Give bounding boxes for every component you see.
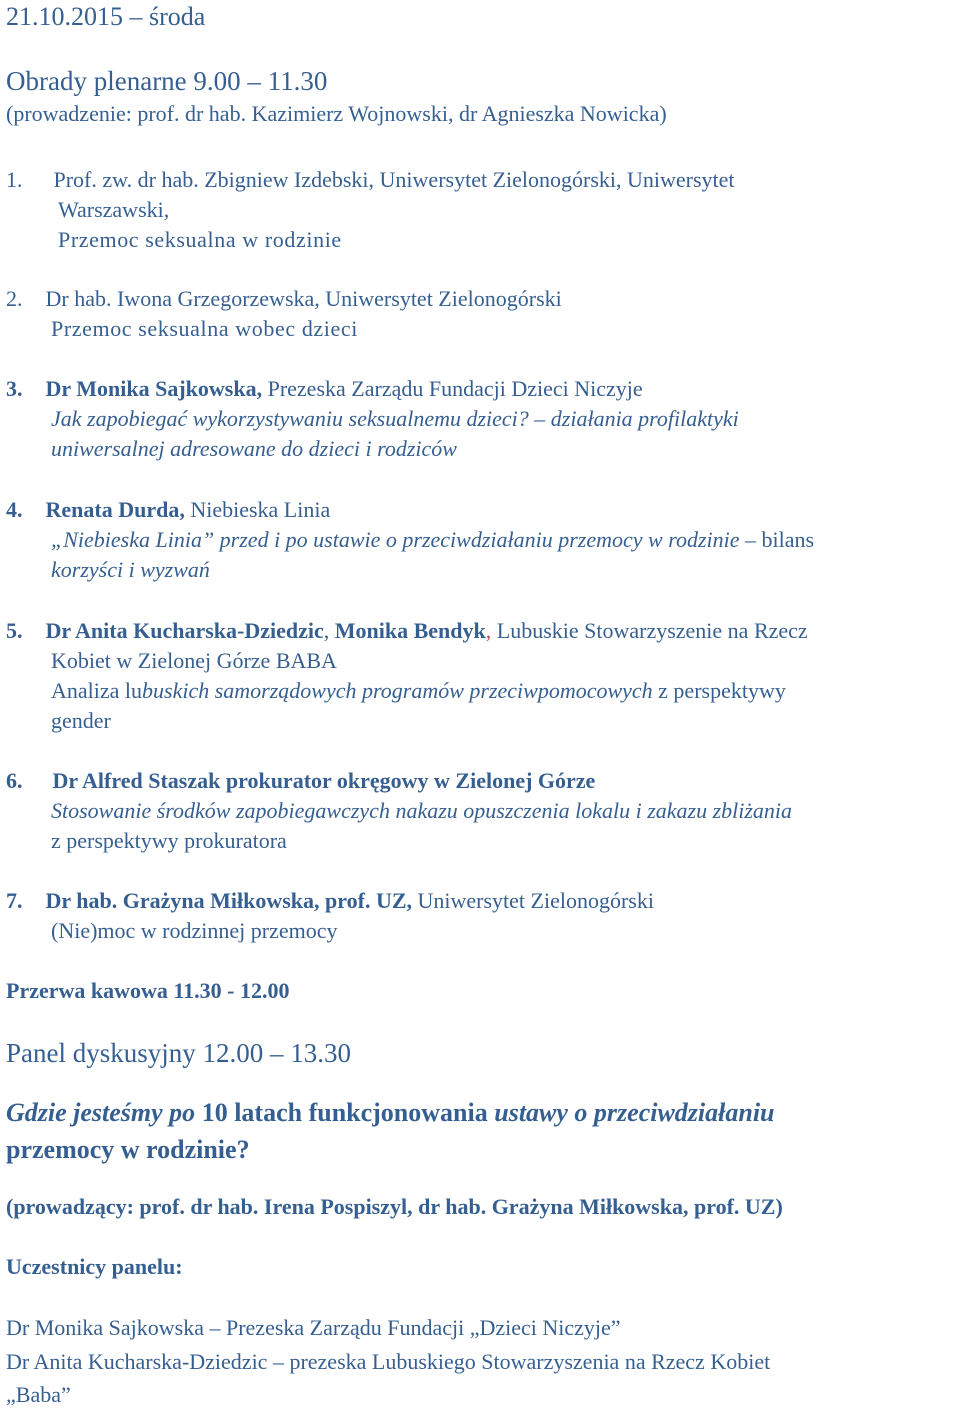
plenary-chairs: (prowadzenie: prof. dr hab. Kazimierz Wojnowski, dr Agnieszka Nowicka): [6, 101, 667, 126]
speaker-affiliation: Niebieska Linia: [184, 497, 331, 522]
talk-title-part-b: buskich samorządowych programów przeciwpomocowych: [142, 678, 653, 703]
talk-7-header: [6, 888, 654, 914]
question-part-a: Gdzie jesteśmy po: [6, 1098, 196, 1127]
question-part-b: 10 latach funkcjonowania: [195, 1098, 495, 1127]
name-separator: ,: [323, 618, 335, 643]
talk-title-line-1: [51, 527, 814, 553]
speaker-affiliation: Uniwersytet Zielonogórski: [319, 286, 562, 311]
speaker-affiliation: Uniwersytet Zielonogórski: [412, 888, 654, 913]
talk-title-line-1: Jak zapobiegać wykorzystywaniu seksualnemu dzieci? – działania profilaktyki: [51, 406, 739, 431]
talk-title-line-2: z perspektywy prokuratora: [51, 828, 287, 853]
talk-title-line-1: [51, 678, 786, 704]
talk-title: (Nie)moc w rodzinnej przemocy: [51, 918, 338, 943]
speaker-affiliation-cont: Kobiet w Zielonej Górze BABA: [51, 648, 337, 673]
speaker-name: Dr hab. Iwona Grzegorzewska,: [45, 286, 320, 311]
participant-2: Dr Anita Kucharska-Dziedzic – prezeska Lubuskiego Stowarzyszenia na Rzecz Kobiet: [6, 1349, 771, 1374]
panel-title: Panel dyskusyjny 12.00 – 13.30: [6, 1038, 352, 1068]
talk-number: 4.: [6, 497, 23, 522]
speaker-name: Dr Alfred Staszak prokurator okręgowy w Zielonej Górze: [52, 768, 596, 793]
question-part-c: ustawy o przeciwdziałaniu: [494, 1098, 775, 1127]
coffee-break: Przerwa kawowa 11.30 - 12.00: [6, 978, 290, 1003]
speaker-name: Dr Monika Sajkowska,: [45, 376, 263, 401]
speaker-name: Dr hab. Grażyna Miłkowska, prof. UZ,: [45, 888, 413, 913]
talk-number: 5.: [6, 618, 23, 643]
speaker-name: Renata Durda,: [45, 497, 185, 522]
talk-title-line-2: gender: [51, 708, 111, 733]
talk-title: Przemoc seksualna w rodzinie: [58, 227, 342, 252]
talk-title-part-c: z perspektywy: [652, 678, 786, 703]
talk-title-part-a: Analiza lu: [51, 678, 143, 703]
talk-number: 7.: [6, 888, 23, 913]
panel-question-line-2: przemocy w rodzinie?: [6, 1135, 250, 1164]
talk-3-header: [6, 376, 643, 402]
talk-title-line-2: uniwersalnej adresowane do dzieci i rodziców: [51, 436, 457, 461]
talk-number: 2.: [6, 286, 23, 311]
talk-5-header: [6, 618, 808, 644]
participant-1: Dr Monika Sajkowska – Prezeska Zarządu Fundacji „Dzieci Niczyje”: [6, 1315, 621, 1340]
speaker-name: Prof. zw. dr hab. Zbigniew Izdebski,: [53, 167, 375, 192]
red-comma: ,: [485, 618, 492, 643]
panel-question-line-1: [6, 1098, 775, 1128]
speaker-affiliation: Uniwersytet Zielonogórski, Uniwersytet: [374, 167, 735, 192]
speaker-name-2: Monika Bendyk: [334, 618, 486, 643]
speaker-affiliation: Prezeska Zarządu Fundacji Dzieci Niczyje: [262, 376, 643, 401]
talk-1-header: [6, 167, 735, 193]
speaker-affiliation: Lubuskie Stowarzyszenie na Rzecz: [491, 618, 808, 643]
speaker-affiliation-cont: Warszawski,: [58, 197, 170, 222]
participant-2-cont: „Baba”: [6, 1382, 71, 1407]
talk-number: 1.: [6, 167, 23, 192]
plenary-title: Obrady plenarne 9.00 – 11.30: [6, 66, 328, 96]
talk-title-suffix: – bilans: [739, 527, 815, 552]
talk-number: 3.: [6, 376, 23, 401]
talk-title-part: „Niebieska Linia” przed i po ustawie o przeciwdziałaniu przemocy w rodzinie: [51, 527, 740, 552]
talk-title: Przemoc seksualna wobec dzieci: [51, 316, 358, 341]
talk-title-line-1: Stosowanie środków zapobiegawczych nakazu opuszczenia lokalu i zakazu zbliżania: [51, 798, 793, 823]
talk-4-header: [6, 497, 330, 523]
talk-2-header: [6, 286, 562, 312]
date-heading: 21.10.2015 – środa: [6, 2, 206, 31]
talk-title-line-2: korzyści i wyzwań: [51, 557, 210, 582]
panel-chairs: (prowadzący: prof. dr hab. Irena Pospiszyl, dr hab. Grażyna Miłkowska, prof. UZ): [6, 1194, 783, 1219]
speaker-name-1: Dr Anita Kucharska-Dziedzic: [45, 618, 324, 643]
talk-6-header: [6, 768, 595, 794]
participants-label: Uczestnicy panelu:: [6, 1254, 183, 1279]
talk-number: 6.: [6, 768, 23, 793]
